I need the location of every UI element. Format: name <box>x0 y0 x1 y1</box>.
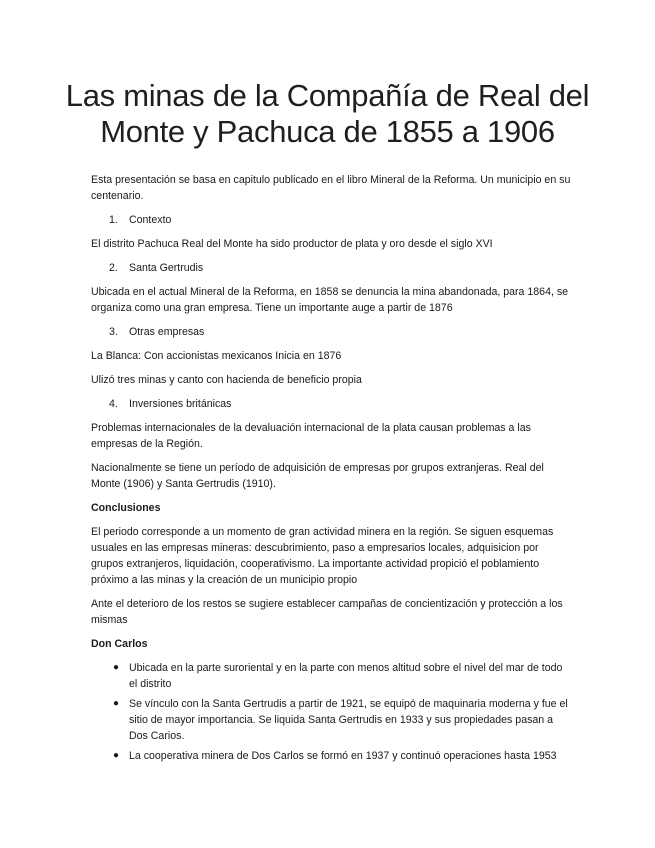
list-item-text: La cooperativa minera de Dos Carlos se formó en 1937 y continuó operaciones hasta 1953 <box>129 750 557 762</box>
section-number: 2. <box>109 262 118 274</box>
section-number: 1. <box>109 214 118 226</box>
title-line-2: Monte y Pachuca de 1855 a 1906 <box>100 114 555 149</box>
list-item <box>91 660 573 692</box>
section-paragraph: Ulizó tres minas y canto con hacienda de beneficio propia <box>91 374 362 386</box>
list-item <box>91 696 573 744</box>
conclusiones-heading: Conclusiones <box>91 502 161 514</box>
conclusiones-paragraph: El periodo corresponde a un momento de gran actividad minera en la región. Se siguen esquemas usuales en las empresas mineras: descubrimiento, paso a empresarios locales, adquisicion por grupos extranjeros, liquidación, cooperativismo. La importante actividad propició el poblamiento próximo a las minas y la creación de un municipio propio <box>91 526 554 586</box>
conclusiones-paragraph: Ante el deterioro de los restos se sugiere establecer campañas de concientización y protección a los mismas <box>91 598 563 626</box>
section-heading-santa-gertrudis <box>91 260 573 276</box>
section-paragraph: Nacionalmente se tiene un período de adquisición de empresas por grupos extranjeras. Real del Monte (1906) y Santa Gertrudis (1910). <box>91 462 544 490</box>
section-paragraph: Ubicada en el actual Mineral de la Reforma, en 1858 se denuncia la mina abandonada, para 1864, se organiza como una gran empresa. Tiene un importante auge a partir de 1876 <box>91 286 569 314</box>
section-heading: Otras empresas <box>129 326 205 338</box>
section-number: 3. <box>109 326 118 338</box>
document-body <box>91 172 573 768</box>
intro-paragraph: Esta presentación se basa en capitulo publicado en el libro Mineral de la Reforma. Un municipio en su centenario. <box>91 174 571 202</box>
section-heading-contexto <box>91 212 573 228</box>
section-heading-otras-empresas <box>91 324 573 340</box>
document-title <box>60 78 595 150</box>
section-number: 4. <box>109 398 118 410</box>
list-item <box>91 748 573 764</box>
title-line-1: Las minas de la Compañía de Real del <box>65 78 590 113</box>
section-heading: Inversiones británicas <box>129 398 232 410</box>
section-paragraph: El distrito Pachuca Real del Monte ha sido productor de plata y oro desde el siglo XVI <box>91 238 493 250</box>
bullet-icon: ● <box>113 662 120 673</box>
section-heading: Contexto <box>129 214 172 226</box>
section-heading: Santa Gertrudis <box>129 262 204 274</box>
list-item-text: Ubicada en la parte suroriental y en la parte con menos altitud sobre el nivel del mar de todo el distrito <box>129 662 563 690</box>
section-paragraph: Problemas internacionales de la devaluación internacional de la plata causan problemas a las empresas de la Región. <box>91 422 531 450</box>
bullet-icon: ● <box>113 750 120 761</box>
section-heading-inversiones-britanicas <box>91 396 573 412</box>
list-item-text: Se vínculo con la Santa Gertrudis a partir de 1921, se equipó de maquinaria moderna y fue el sitio de mayor importancia. Se liquida Santa Gertrudis en 1933 y sus propiedades pasan a Dos Carios. <box>129 698 568 742</box>
don-carlos-heading: Don Carlos <box>91 638 148 650</box>
bullet-icon: ● <box>113 698 120 709</box>
section-paragraph: La Blanca: Con accionistas mexicanos Inicia en 1876 <box>91 350 342 362</box>
don-carlos-list <box>91 660 573 764</box>
